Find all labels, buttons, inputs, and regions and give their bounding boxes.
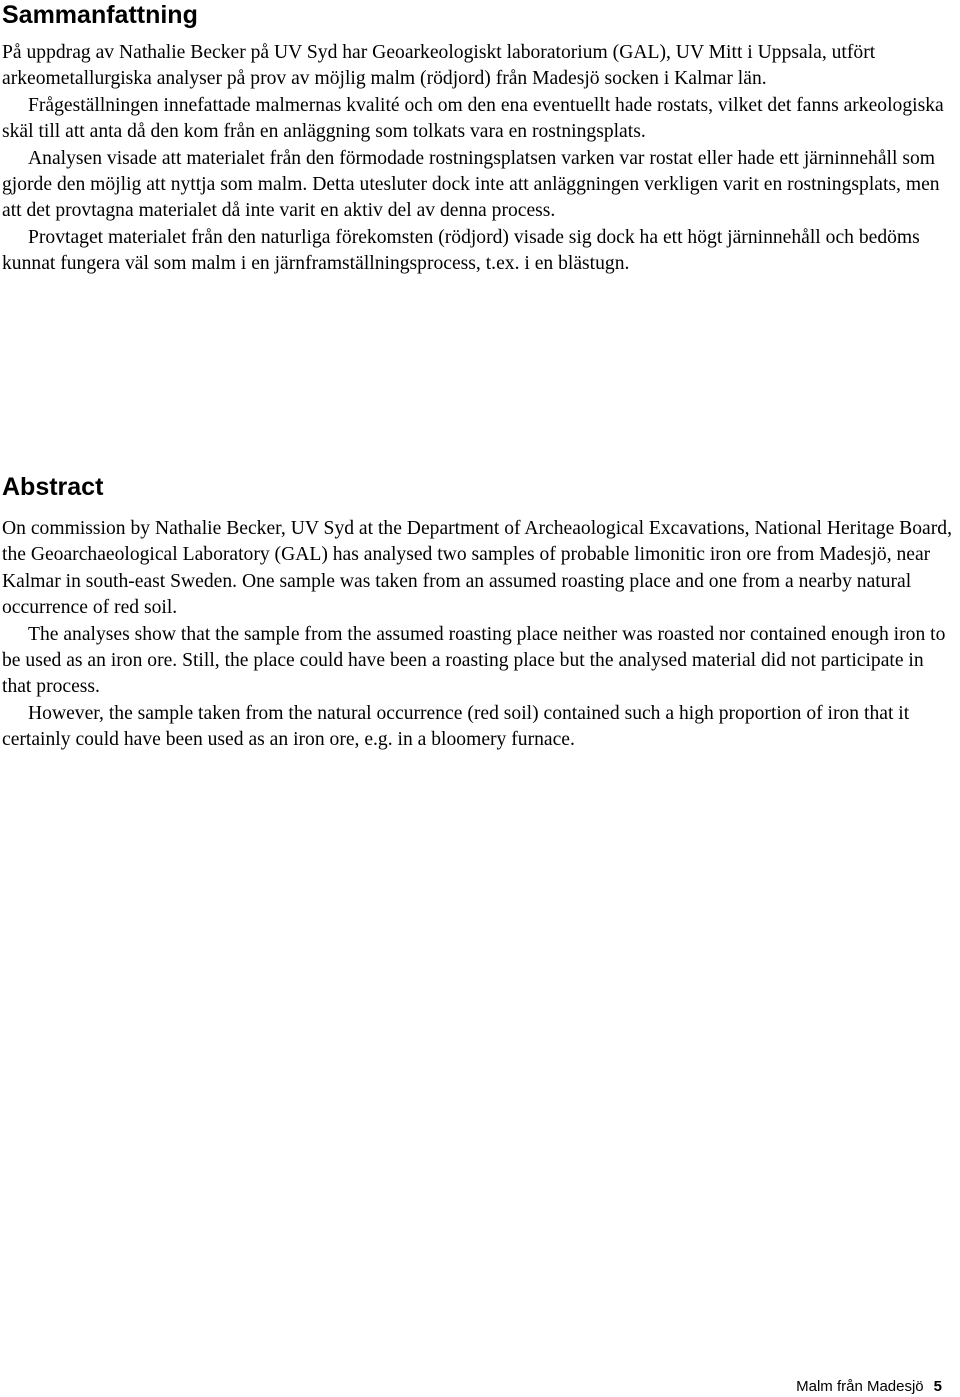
abstract-section bbox=[2, 472, 952, 754]
page-number: 5 bbox=[933, 1378, 942, 1395]
summary-paragraph-2: Frågeställningen innefattade malmernas kvalité och om den ena eventuellt hade rostats, vilket det fanns arkeologiska skäl till att anta då den kom från en anläggning som tolkats vara en rostningsplats. bbox=[2, 94, 944, 143]
abstract-paragraph-1: On commission by Nathalie Becker, UV Syd at the Department of Archeaological Excavations, National Heritage Board, the Geoarchaeological Laboratory (GAL) has analysed two samples of probable limonitic iron ore from Madesjö, near Kalmar in south-east Sweden. One sample was taken from an assumed roasting place and one from a nearby natural occurrence of red soil. bbox=[2, 518, 952, 619]
page bbox=[2, 0, 952, 751]
summary-paragraph-4: Provtaget materialet från den naturliga förekomsten (rödjord) visade sig dock ha ett högt järninnehåll och bedöms kunnat fungera väl som malm i en järnframställningsprocess, t.ex. i en blästugn. bbox=[2, 226, 920, 275]
summary-paragraph-3: Analysen visade att materialet från den förmodade rostningsplatsen varken var rostat eller hade ett järninnehåll som gjorde den möjlig att nyttja som malm. Detta utesluter dock inte att anläggningen verkligen varit en rostningsplats, men att det provtagna materialet då inte varit en aktiv del av denna process. bbox=[2, 147, 940, 222]
summary-paragraph-1: På uppdrag av Nathalie Becker på UV Syd har Geoarkeologiskt laboratorium (GAL), UV Mitt i Uppsala, utfört arkeometallurgiska analyser på prov av möjlig malm (rödjord) från Madesjö socken i Kalmar län. bbox=[2, 42, 876, 90]
summary-heading: Sammanfattning bbox=[2, 1, 198, 29]
summary-body bbox=[2, 40, 952, 278]
page-footer bbox=[796, 1378, 942, 1396]
abstract-body bbox=[2, 516, 952, 754]
abstract-heading: Abstract bbox=[2, 473, 104, 501]
footer-title: Malm från Madesjö bbox=[796, 1378, 924, 1395]
abstract-paragraph-3: However, the sample taken from the natural occurrence (red soil) contained such a high proportion of iron that it certainly could have been used as an iron ore, e.g. in a bloomery furnace. bbox=[2, 702, 910, 751]
summary-section bbox=[2, 0, 952, 278]
abstract-paragraph-2: The analyses show that the sample from the assumed roasting place neither was roasted nor contained enough iron to be used as an iron ore. Still, the place could have been a roasting place but the analysed material did not participate in that process. bbox=[2, 623, 946, 698]
